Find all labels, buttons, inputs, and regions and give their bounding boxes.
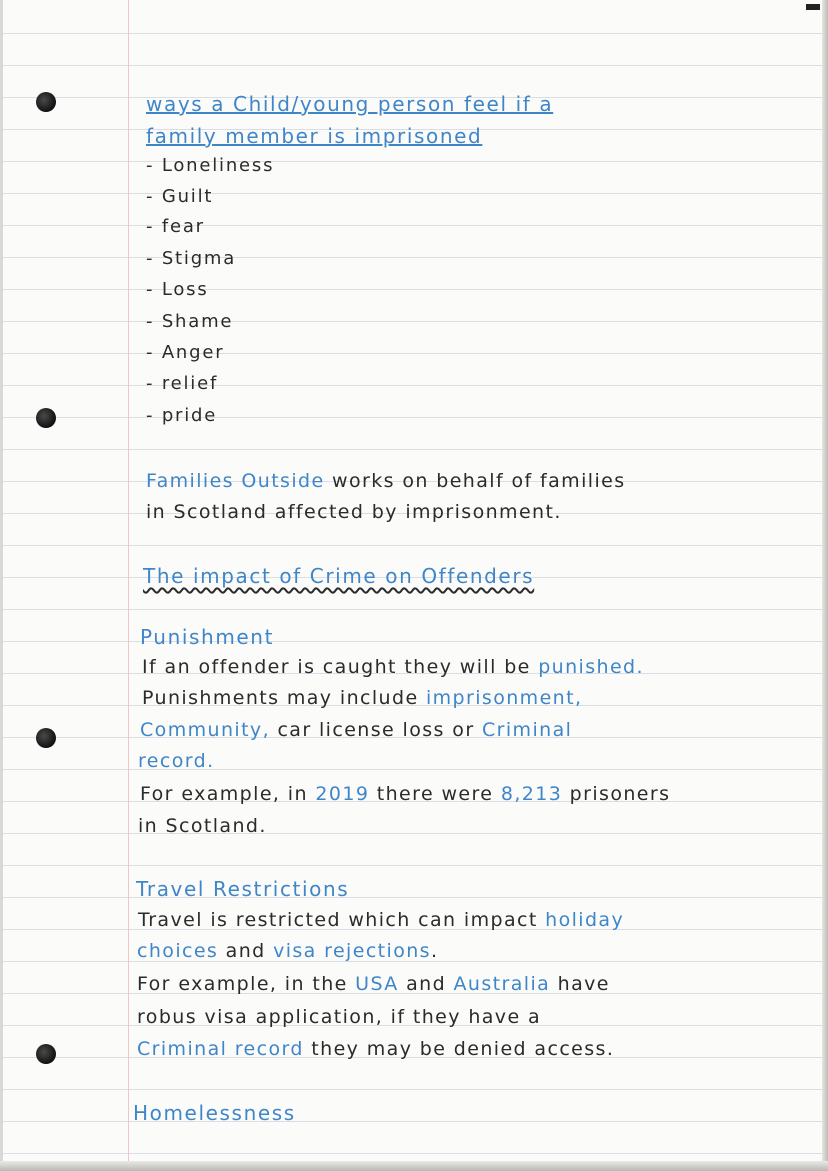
keyword: Australia xyxy=(453,973,551,995)
text-run: car license loss or xyxy=(270,719,482,741)
list-item: - Loneliness xyxy=(146,155,275,176)
punishment-line-3 xyxy=(140,719,572,741)
families-outside-line-1 xyxy=(146,470,626,492)
travel-title: Travel Restrictions xyxy=(136,877,350,901)
prisoner-count: 8,213 xyxy=(500,783,563,805)
text-run: prisoners xyxy=(562,783,671,805)
punishment-line-6: in Scotland. xyxy=(138,815,267,837)
text-run: Punishments may include xyxy=(142,687,426,709)
feelings-heading-line-1: ways a Child/young person feel if a xyxy=(146,92,554,116)
text-run: For example, in xyxy=(140,783,316,805)
text-run: . xyxy=(636,656,644,678)
text-run: If an offender is caught they will be xyxy=(142,656,539,678)
keyword: Criminal xyxy=(481,719,573,741)
year: 2019 xyxy=(315,783,370,805)
punch-hole xyxy=(36,728,56,748)
corner-mark xyxy=(806,4,820,10)
keyword: visa rejections xyxy=(273,940,431,962)
travel-line-5 xyxy=(137,1038,614,1060)
text-run: and xyxy=(398,973,454,995)
list-item: - Stigma xyxy=(146,248,237,269)
keyword: punished xyxy=(538,656,637,678)
keyword: USA xyxy=(355,973,399,995)
text-run: Travel is restricted which can impact xyxy=(138,909,546,931)
list-item: - Shame xyxy=(146,311,234,332)
travel-line-2 xyxy=(137,940,438,962)
page-bottom-edge xyxy=(0,1161,828,1171)
punishment-title: Punishment xyxy=(140,625,275,649)
page-right-edge xyxy=(822,0,828,1171)
keyword: imprisonment, xyxy=(425,687,583,709)
keyword: holiday xyxy=(545,909,625,931)
punishment-line-1 xyxy=(142,656,644,678)
list-item: - Guilt xyxy=(146,186,214,207)
punch-hole xyxy=(36,92,56,112)
families-outside-line-2: in Scotland affected by imprisonment. xyxy=(146,501,562,523)
travel-line-3 xyxy=(137,973,610,995)
page-left-edge xyxy=(0,0,3,1171)
text-run: For example, in the xyxy=(137,973,356,995)
punch-hole xyxy=(36,408,56,428)
section-title: The impact of Crime on Offenders xyxy=(143,564,535,588)
families-outside-text: works on behalf of families xyxy=(332,470,626,492)
punishment-line-4: record. xyxy=(138,750,215,772)
list-item: - pride xyxy=(146,405,218,426)
feelings-heading-line-2: family member is imprisoned xyxy=(146,124,483,148)
keyword: choices xyxy=(137,940,219,962)
text-run: they may be denied access. xyxy=(303,1038,615,1060)
text-run: . xyxy=(430,940,439,962)
list-item: - relief xyxy=(146,373,219,394)
families-outside-name: Families Outside xyxy=(146,470,325,492)
text-run: there were xyxy=(369,783,501,805)
margin-line xyxy=(128,0,129,1171)
list-item: - Loss xyxy=(146,279,209,300)
travel-line-1 xyxy=(138,909,624,931)
punishment-line-2 xyxy=(142,687,582,709)
punch-hole xyxy=(36,1044,56,1064)
keyword: Criminal record xyxy=(137,1038,304,1060)
text-run: and xyxy=(218,940,274,962)
keyword: Community, xyxy=(140,719,271,741)
homelessness-title: Homelessness xyxy=(133,1101,296,1125)
text-run: have xyxy=(550,973,610,995)
list-item: - Anger xyxy=(146,342,225,363)
punishment-line-5 xyxy=(140,783,670,805)
travel-line-4: robus visa application, if they have a xyxy=(137,1006,542,1028)
list-item: - fear xyxy=(146,216,205,237)
